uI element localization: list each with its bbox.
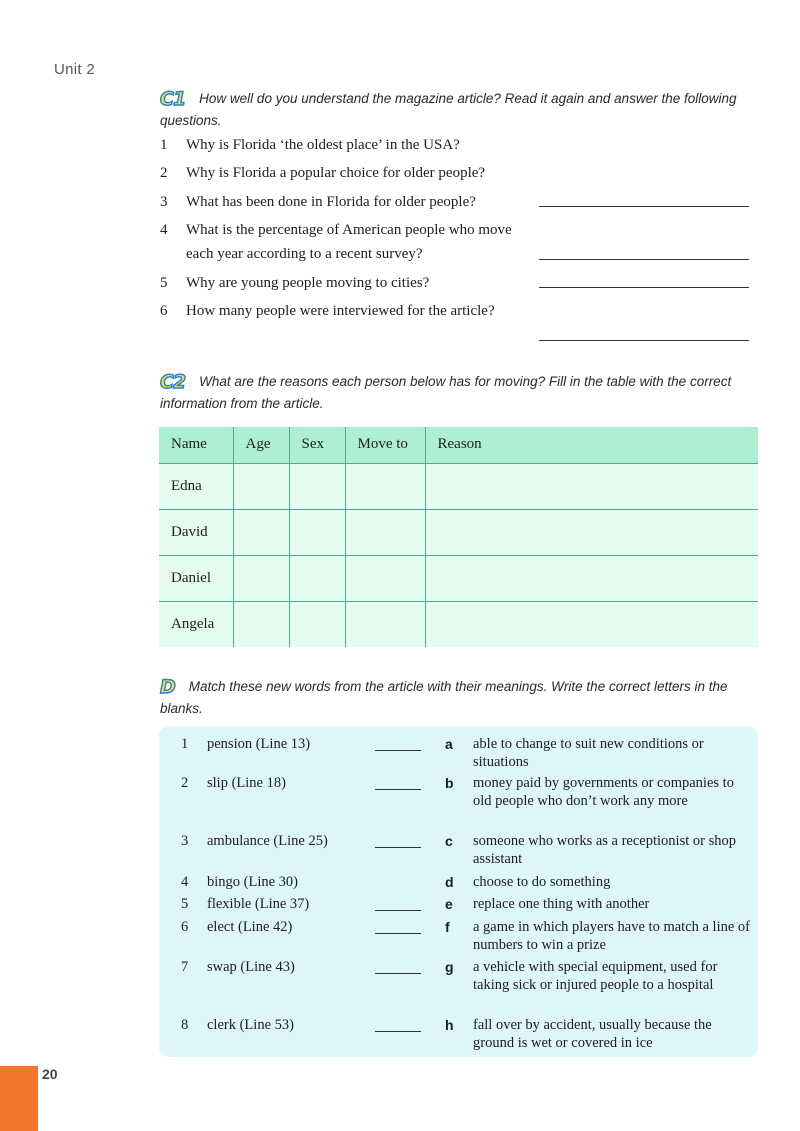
meaning-text: someone who works as a receptionist or shop assistant <box>473 833 736 867</box>
move-to-cell[interactable] <box>345 509 425 555</box>
move-to-cell[interactable] <box>345 463 425 509</box>
col-age: Age <box>233 427 289 463</box>
answer-blank-4[interactable] <box>539 259 749 260</box>
col-reason: Reason <box>425 427 758 463</box>
match-blank[interactable] <box>375 847 421 848</box>
unit-label: Unit 2 <box>54 61 95 78</box>
match-blank[interactable] <box>375 910 421 911</box>
question-text: Why is Florida a popular choice for older people? <box>186 165 486 181</box>
c1-badge: C1 <box>160 88 186 110</box>
answer-blank-6[interactable] <box>539 340 749 341</box>
question-text: Why is Florida ‘the oldest place’ in the USA? <box>186 137 460 153</box>
c2-instruction <box>160 371 750 414</box>
question-number: 4 <box>160 222 168 238</box>
meaning-text: choose to do something <box>473 874 611 890</box>
col-move-to: Move to <box>345 427 425 463</box>
move-to-cell[interactable] <box>345 555 425 601</box>
d-instruction-text: Match these new words from the article with their meanings. Write the correct letters in the blanks. <box>160 679 728 716</box>
question-number: 2 <box>160 165 168 181</box>
c1-instruction-text: How well do you understand the magazine article? Read it again and answer the following questions. <box>160 91 737 128</box>
meaning-letter: h <box>445 1017 454 1033</box>
table-row <box>159 601 758 647</box>
d-instruction <box>160 676 750 719</box>
meaning-letter: g <box>445 959 454 975</box>
match-number: 1 <box>181 736 189 752</box>
match-blank[interactable] <box>375 933 421 934</box>
table-header-row <box>159 427 758 463</box>
reason-cell[interactable] <box>425 463 758 509</box>
col-name: Name <box>159 427 233 463</box>
reason-cell[interactable] <box>425 555 758 601</box>
row-name: Angela <box>159 601 233 647</box>
meaning-text: fall over by accident, usually because the ground is wet or covered in ice <box>473 1017 712 1051</box>
col-sex: Sex <box>289 427 345 463</box>
question-text: How many people were interviewed for the article? <box>186 303 495 319</box>
sex-cell[interactable] <box>289 601 345 647</box>
match-word: elect (Line 42) <box>207 919 293 935</box>
match-blank[interactable] <box>375 750 421 751</box>
match-blank[interactable] <box>375 789 421 790</box>
table-row <box>159 509 758 555</box>
match-number: 8 <box>181 1017 189 1033</box>
reason-cell[interactable] <box>425 509 758 555</box>
match-word: pension (Line 13) <box>207 736 311 752</box>
sex-cell[interactable] <box>289 555 345 601</box>
page-accent-bar <box>0 1066 38 1131</box>
c1-instruction <box>160 88 750 131</box>
match-word: flexible (Line 37) <box>207 896 310 912</box>
table-row <box>159 463 758 509</box>
page-number: 20 <box>42 1066 58 1082</box>
question-number: 1 <box>160 137 168 153</box>
question-number: 6 <box>160 303 168 319</box>
match-blank[interactable] <box>375 973 421 974</box>
question-number: 5 <box>160 275 168 291</box>
meaning-text: a vehicle with special equipment, used for taking sick or injured people to a hospital <box>473 959 718 993</box>
meaning-text: able to change to suit new conditions or situations <box>473 736 704 770</box>
row-name: Daniel <box>159 555 233 601</box>
row-name: David <box>159 509 233 555</box>
meaning-text: money paid by governments or companies to old people who don’t work any more <box>473 775 734 809</box>
match-number: 6 <box>181 919 189 935</box>
meaning-letter: f <box>445 919 450 935</box>
age-cell[interactable] <box>233 463 289 509</box>
question-number: 3 <box>160 194 168 210</box>
match-number: 2 <box>181 775 189 791</box>
age-cell[interactable] <box>233 509 289 555</box>
meaning-letter: d <box>445 874 454 890</box>
age-cell[interactable] <box>233 555 289 601</box>
match-word: swap (Line 43) <box>207 959 295 975</box>
meaning-letter: c <box>445 833 453 849</box>
match-number: 7 <box>181 959 189 975</box>
sex-cell[interactable] <box>289 509 345 555</box>
reasons-table <box>159 427 758 647</box>
meaning-text: a game in which players have to match a line of numbers to win a prize <box>473 919 751 953</box>
match-number: 3 <box>181 833 189 849</box>
meaning-letter: e <box>445 896 453 912</box>
c2-instruction-text: What are the reasons each person below has for moving? Fill in the table with the correct information from the article. <box>160 374 732 411</box>
question-text: What is the percentage of American people who move each year according to a recent survey? <box>186 222 512 262</box>
match-word: slip (Line 18) <box>207 775 286 791</box>
table-row <box>159 555 758 601</box>
match-number: 5 <box>181 896 189 912</box>
answer-blank-3[interactable] <box>539 206 749 207</box>
meaning-letter: b <box>445 775 454 791</box>
question-text: What has been done in Florida for older people? <box>186 194 476 210</box>
sex-cell[interactable] <box>289 463 345 509</box>
c2-badge: C2 <box>160 371 186 393</box>
row-name: Edna <box>159 463 233 509</box>
match-number: 4 <box>181 874 189 890</box>
move-to-cell[interactable] <box>345 601 425 647</box>
question-text: Why are young people moving to cities? <box>186 275 430 291</box>
d-badge: D <box>160 676 175 698</box>
matching-box <box>159 726 758 1057</box>
age-cell[interactable] <box>233 601 289 647</box>
match-word: bingo (Line 30) <box>207 874 299 890</box>
meaning-text: replace one thing with another <box>473 896 650 912</box>
match-word: ambulance (Line 25) <box>207 833 328 849</box>
match-word: clerk (Line 53) <box>207 1017 294 1033</box>
answer-blank-5[interactable] <box>539 287 749 288</box>
meaning-letter: a <box>445 736 453 752</box>
match-blank[interactable] <box>375 1031 421 1032</box>
reason-cell[interactable] <box>425 601 758 647</box>
